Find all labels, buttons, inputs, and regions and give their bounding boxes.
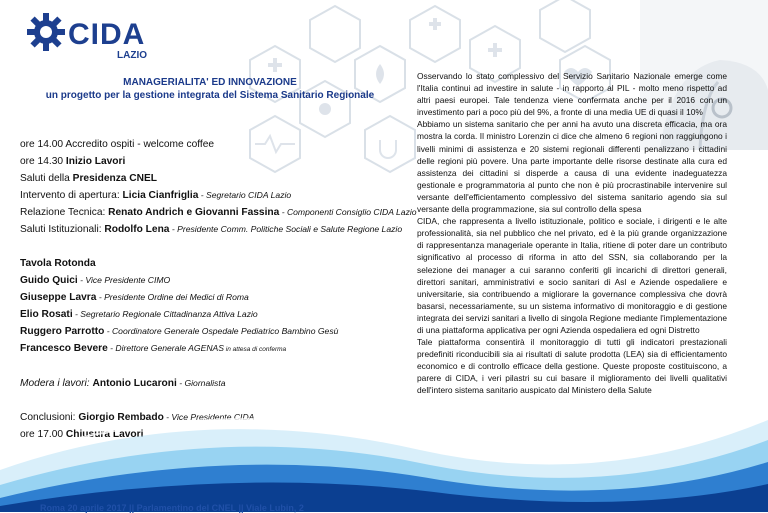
speaker-name: Antonio Lucaroni [92, 378, 177, 389]
paragraph: Osservando lo stato complessivo del Servizio Sanitario Nazionale emerge come l'Italia continui ad investire in salute - in rapporto al PIL - molto meno rispetto ad altri paesi europei. Tale tendenza viene confermata anche per il 2016 con un investimento pari a poco più del 9%, a fronte di una media UE di quasi il 10% [417, 71, 727, 118]
speaker-role: - Giornalista [176, 378, 226, 388]
panelist [20, 340, 420, 358]
program-line [20, 136, 420, 153]
speaker-name: Elio Rosati [20, 309, 73, 320]
program-line [20, 221, 420, 238]
program-text: ore 14.00 Accredito ospiti - welcome coffee [20, 139, 215, 150]
description-text [417, 70, 727, 397]
paragraph: Tale piattaforma consentirà il monitoraggio di tutti gli indicatori prestazionali predefiniti riconducibili sia ai risultati di salute prodotta (LEA) sia di efficientamento economico e di controllo efficace della gestione. Queste proposte costituiscono, a parere di CIDA, i veri pilastri su cui basare il miglioramento dei livelli qualitativi dell'intero sistema sanitario auspicato dal Ministero della Salute [417, 337, 727, 396]
speaker-name: Rodolfo Lena [104, 224, 170, 235]
speaker-role: - Componenti Consiglio CIDA Lazio [279, 207, 417, 217]
speaker-name: Giuseppe Lavra [20, 292, 97, 303]
program-line [20, 170, 420, 187]
speaker-name: Giorgio Rembado [78, 412, 164, 423]
round-table-heading: Tavola Rotonda [20, 258, 96, 269]
decorative-waves [0, 380, 768, 512]
speaker-name: Licia Cianfriglia [122, 190, 199, 201]
speaker-role: - Direttore Generale AGENAS [107, 343, 224, 353]
speaker-name: Francesco Bevere [20, 343, 108, 354]
program-text: ore 14.30 [20, 156, 66, 167]
speaker-name: Renato Andrich e Giovanni Fassina [108, 207, 280, 218]
panelist [20, 323, 420, 340]
program-text: ore 17.00 [20, 429, 66, 440]
program-line [20, 153, 420, 170]
speaker-role: - Vice Presidente CIDA [163, 412, 255, 422]
brand-name: CIDA [68, 18, 146, 51]
speaker-role: - Presidente Ordine dei Medici di Roma [96, 292, 249, 302]
speaker-role: - Coordinatore Generale Ospedale Pediatrico Bambino Gesù [104, 326, 339, 336]
event-title [20, 76, 400, 102]
paragraph: Abbiamo un sistema sanitario che per anni ha avuto una discreta efficacia, ma ora mostra la corda. Il ministro Lorenzin ci dice che almeno 6 regioni non raggiungono i livelli minimi di assistenza e 20 sistemi regionali differenti penalizzano i cittadini delle regioni più povere. Una parte importante delle risorse destinate alla cura ed assistenza dei cittadini si disperde a causa di una evidente inadeguatezza gestionale e programmatoria al punto che non è più procrastinabile intervenire sul versante dell'efficientamento complessivo del sistema sanitario agendo sia sul versante della programmazione, sia sul controllo della spesa [417, 119, 727, 215]
gear-logo-icon [26, 12, 66, 52]
paragraph: CIDA, che rappresenta a livello istituzionale, politico e sociale, i dirigenti e le alte professionalità, sia nel pubblico che nel privato, ed è la più grande organizzazione di rappresentanza manageriale operante in Italia, ritiene di poter dare un contributo significativo al processo di riforma in atto del SSN, sia collaborando per la selezione dei manager a cui saranno conferiti gli incarichi di direttori generali, direttori sanitari, amministrativi e socio sanitari di Asl e Aziende ospedaliere e universitarie, sia contribuendo a migliorare la governance complessiva che dovrà basarsi, necessariamente, su un sistema informativo di monitoraggio e di gestione integrata dei servizi sanitari a livello di singola Regione mediante l'implementazione di una piattaforma applicativa per ogni Azienda ospedaliera ed ogni Distretto [417, 216, 727, 335]
program-line [20, 204, 420, 221]
event-footer: Roma 20 aprile 2017 || Parlamentino del CNEL || Viale Lubin, 2 [40, 503, 304, 513]
program-line [20, 187, 420, 204]
confirmation-note: in attesa di conferma [224, 346, 287, 353]
speaker-name: Ruggero Parrotto [20, 326, 105, 337]
event-title-line1: MANAGERIALITA' ED INNOVAZIONE [123, 77, 297, 88]
speaker-name: Guido Quici [20, 275, 78, 286]
program-highlight: Inizio Lavori [65, 156, 126, 167]
program-line [20, 255, 420, 272]
program-text: Conclusioni: [20, 412, 79, 423]
panelist [20, 306, 420, 323]
program-text: Relazione Tecnica: [20, 207, 109, 218]
program-text: Saluti della [20, 173, 73, 184]
panelist [20, 272, 420, 289]
speaker-role: - Segretario Regionale Cittadinanza Attiva Lazio [72, 309, 258, 319]
brand-region: LAZIO [117, 50, 147, 61]
cida-logo [26, 12, 166, 62]
program-highlight: Presidenza CNEL [72, 173, 158, 184]
program-text: Saluti Istituzionali: [20, 224, 105, 235]
speaker-role: - Vice Presidente CIMO [77, 275, 171, 285]
speaker-role: - Presidente Comm. Politiche Sociali e Salute Regione Lazio [169, 224, 403, 234]
panelist [20, 289, 420, 306]
program-text: Intervento di apertura: [20, 190, 123, 201]
program-highlight: Chiusura Lavori [65, 429, 144, 440]
event-title-line2: un progetto per la gestione integrata del Sistema Sanitario Regionale [45, 90, 375, 101]
speaker-role: - Segretario CIDA Lazio [198, 190, 292, 200]
program-text: Modera i lavori: [20, 378, 93, 389]
